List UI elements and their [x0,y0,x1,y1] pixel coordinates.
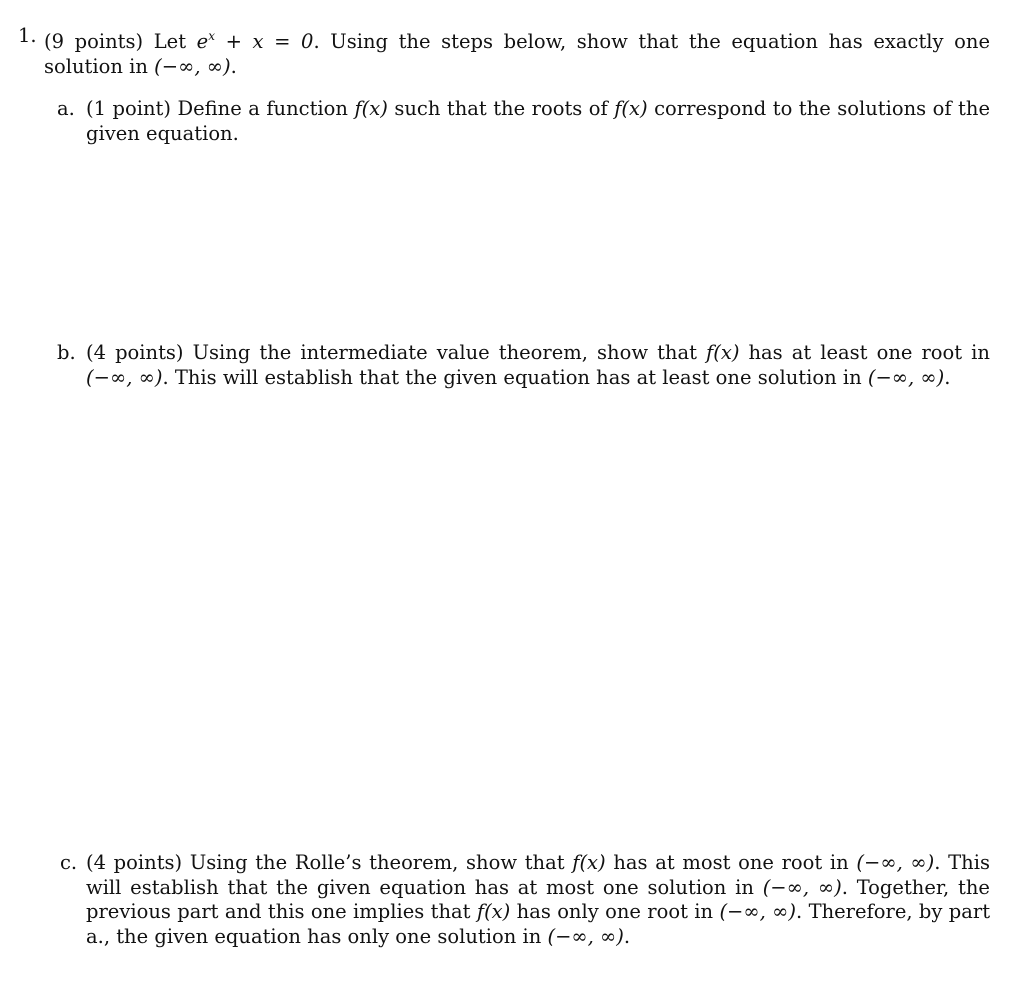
part-b-label: b. [57,341,76,364]
part-c-label: c. [60,851,78,874]
part-c-text: (4 points) Using the Rolle’s theorem, show that f(x) has at most one root in (−∞, ∞). This will establish that the given equation has at most one solution in (−∞, ∞). Together, the previous part and this one implies that f(x) has only one root in (−∞, ∞). Therefore, by part a., the given equation has only one solution in (−∞, ∞). [86,851,991,948]
part-a-label: a. [57,97,75,120]
equation: $e^x + x = 0$ [196,29,314,53]
part-a-text: (1 point) Define a function f(x) such that the roots of f(x) correspond to the solutions of the given equation. [86,97,990,145]
question-1-points: (9 points) [44,30,144,53]
question-1-text: (9 points) Let $e^x + x = 0$. Using the steps below, show that the equation has exactly one solution in (−∞, ∞). [44,29,990,78]
part-c-points: (4 points) [86,851,183,874]
part-b-points: (4 points) [86,341,184,364]
interval: (−∞, ∞) [154,54,231,78]
part-b-text: (4 points) Using the intermediate value theorem, show that f(x) has at least one root in (−∞, ∞). This will establish that the given equation has at least one solution in (−∞, ∞). [86,341,990,389]
part-a-points: (1 point) [86,97,171,120]
question-1-number: 1. [18,24,37,47]
